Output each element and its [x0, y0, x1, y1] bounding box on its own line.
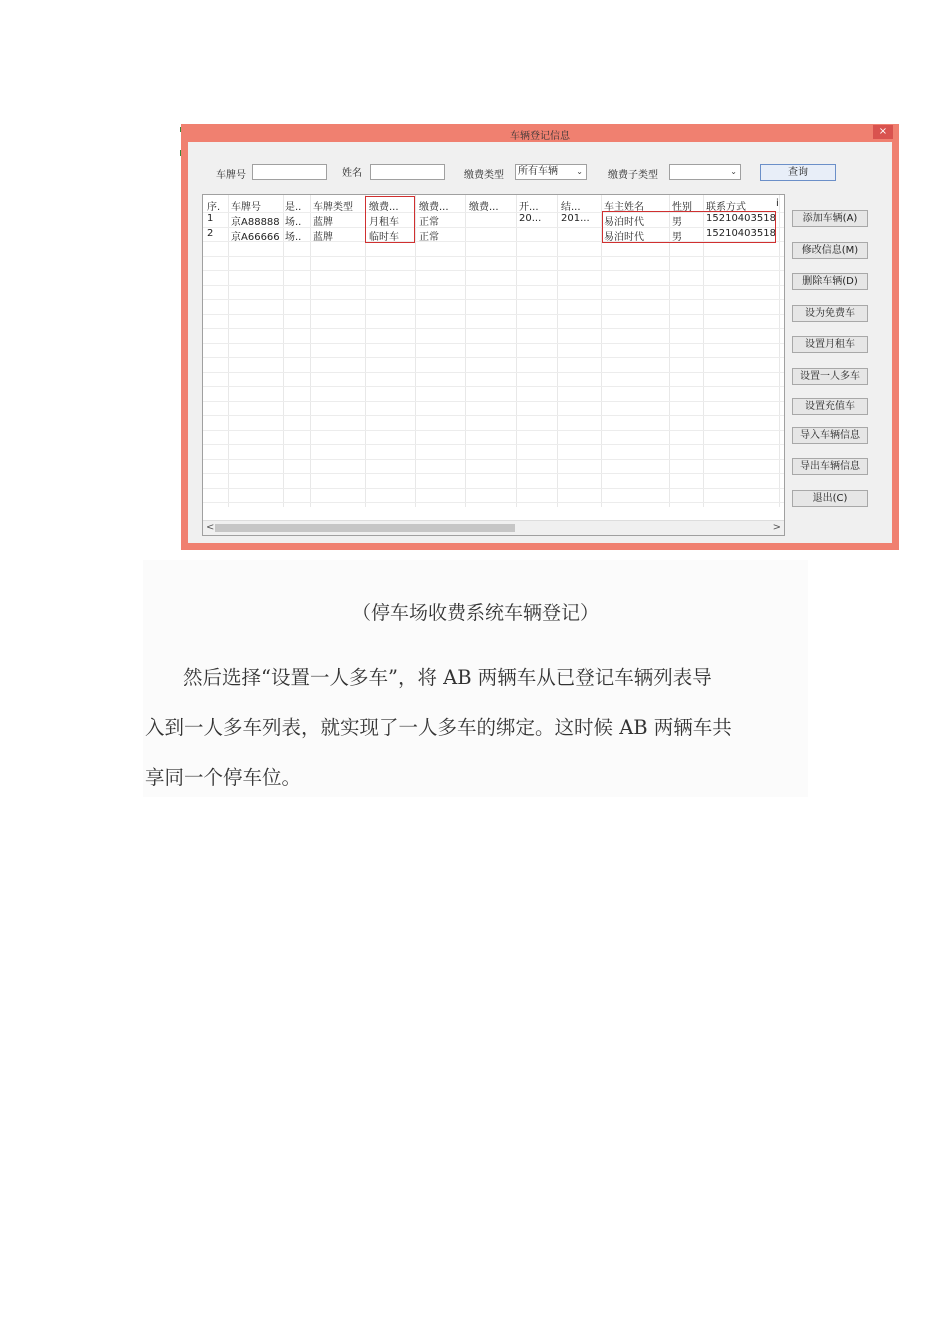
- row-divider: [203, 444, 785, 445]
- add-vehicle-button[interactable]: 添加车辆(A): [792, 210, 868, 227]
- exit-button[interactable]: 退出(C): [792, 490, 868, 507]
- table-cell: 蓝牌: [313, 232, 333, 243]
- chevron-down-icon: ⌄: [576, 167, 583, 176]
- fee-subtype-select[interactable]: [669, 164, 741, 180]
- table-cell: 男: [672, 232, 682, 243]
- row-divider: [203, 270, 785, 271]
- row-divider: [203, 488, 785, 489]
- row-divider: [203, 328, 785, 329]
- column-header[interactable]: 序.: [207, 202, 221, 213]
- column-header[interactable]: 缴费...: [369, 202, 399, 213]
- column-header[interactable]: i: [776, 198, 779, 209]
- plate-label: 车牌号: [216, 170, 246, 181]
- modify-info-button[interactable]: 修改信息(M): [792, 242, 868, 259]
- row-divider: [203, 459, 785, 460]
- column-header[interactable]: 车牌号: [231, 202, 261, 213]
- table-cell: 易泊时代: [604, 217, 644, 228]
- query-button[interactable]: 查询: [760, 164, 836, 181]
- row-divider: [203, 314, 785, 315]
- table-cell: 2: [207, 228, 214, 239]
- horizontal-scrollbar[interactable]: [203, 520, 784, 535]
- table-cell: 京A88888: [231, 217, 280, 228]
- row-divider: [203, 401, 785, 402]
- title-bar: [181, 124, 899, 142]
- row-divider: [203, 357, 785, 358]
- scroll-left-icon[interactable]: <: [206, 522, 215, 533]
- fee-type-select[interactable]: [515, 164, 587, 180]
- scrollbar-thumb[interactable]: [215, 524, 515, 532]
- set-free-button[interactable]: 设为免费车: [792, 305, 868, 322]
- column-header[interactable]: 缴费...: [469, 202, 499, 213]
- table-cell: 正常: [419, 232, 439, 243]
- close-button[interactable]: ×: [873, 125, 893, 139]
- row-divider: [203, 299, 785, 300]
- row-divider: [203, 386, 785, 387]
- name-input[interactable]: [370, 164, 445, 180]
- row-divider: [203, 473, 785, 474]
- table-cell: 蓝牌: [313, 217, 333, 228]
- table-cell: 15210403518: [706, 228, 776, 239]
- table-cell: 临时车: [369, 232, 399, 243]
- column-header[interactable]: 联系方式: [706, 202, 746, 213]
- name-label: 姓名: [342, 168, 362, 179]
- table-cell: 京A66666: [231, 232, 280, 243]
- table-cell: 1: [207, 213, 214, 224]
- plate-input[interactable]: [252, 164, 327, 180]
- set-multi-vehicle-button[interactable]: 设置一人多车: [792, 368, 868, 385]
- row-divider: [203, 502, 785, 503]
- fee-subtype-label: 缴费子类型: [608, 170, 658, 181]
- highlight-fee-type: [365, 196, 415, 243]
- vehicle-list[interactable]: [202, 194, 785, 536]
- column-header[interactable]: 缴费...: [419, 202, 449, 213]
- paragraph-line-2: 入到一人多车列表，就实现了一人多车的绑定。这时候 AB 两辆车共: [145, 716, 732, 739]
- table-cell: 易泊时代: [604, 232, 644, 243]
- column-header[interactable]: 开...: [519, 202, 539, 213]
- export-vehicles-button[interactable]: 导出车辆信息: [792, 458, 868, 475]
- column-header[interactable]: 结...: [561, 202, 581, 213]
- table-cell: 201...: [561, 213, 590, 224]
- table-cell: 场..: [285, 217, 302, 228]
- fee-type-label: 缴费类型: [464, 170, 504, 181]
- chevron-down-icon: ⌄: [730, 167, 737, 176]
- table-cell: 场..: [285, 232, 302, 243]
- table-cell: 男: [672, 217, 682, 228]
- table-cell: 20...: [519, 213, 542, 224]
- import-vehicles-button[interactable]: 导入车辆信息: [792, 427, 868, 444]
- scroll-right-icon[interactable]: >: [772, 522, 781, 533]
- paragraph-line-1: 然后选择“设置一人多车”，将 AB 两辆车从已登记车辆列表导: [183, 666, 712, 689]
- row-divider: [203, 415, 785, 416]
- delete-vehicle-button[interactable]: 删除车辆(D): [792, 273, 868, 290]
- set-monthly-button[interactable]: 设置月租车: [792, 336, 868, 353]
- row-divider: [203, 430, 785, 431]
- column-header[interactable]: 是..: [285, 202, 302, 213]
- paragraph-line-3: 享同一个停车位。: [145, 766, 302, 789]
- window-client: [188, 142, 892, 543]
- row-divider: [203, 372, 785, 373]
- column-header[interactable]: 性别: [672, 202, 692, 213]
- fee-type-value: 所有车辆: [518, 166, 558, 177]
- row-divider: [203, 343, 785, 344]
- figure-caption: （停车场收费系统车辆登记）: [351, 602, 599, 624]
- column-header[interactable]: 车牌类型: [313, 202, 353, 213]
- table-cell: 正常: [419, 217, 439, 228]
- vehicle-registration-window: [181, 124, 899, 550]
- table-cell: 15210403518: [706, 213, 776, 224]
- table-cell: 月租车: [369, 217, 399, 228]
- set-prepaid-button[interactable]: 设置充值车: [792, 398, 868, 415]
- column-header[interactable]: 车主姓名: [604, 202, 644, 213]
- row-divider: [203, 285, 785, 286]
- row-divider: [203, 256, 785, 257]
- window-title: 车辆登记信息: [510, 131, 570, 142]
- highlight-owner-info: [602, 211, 776, 243]
